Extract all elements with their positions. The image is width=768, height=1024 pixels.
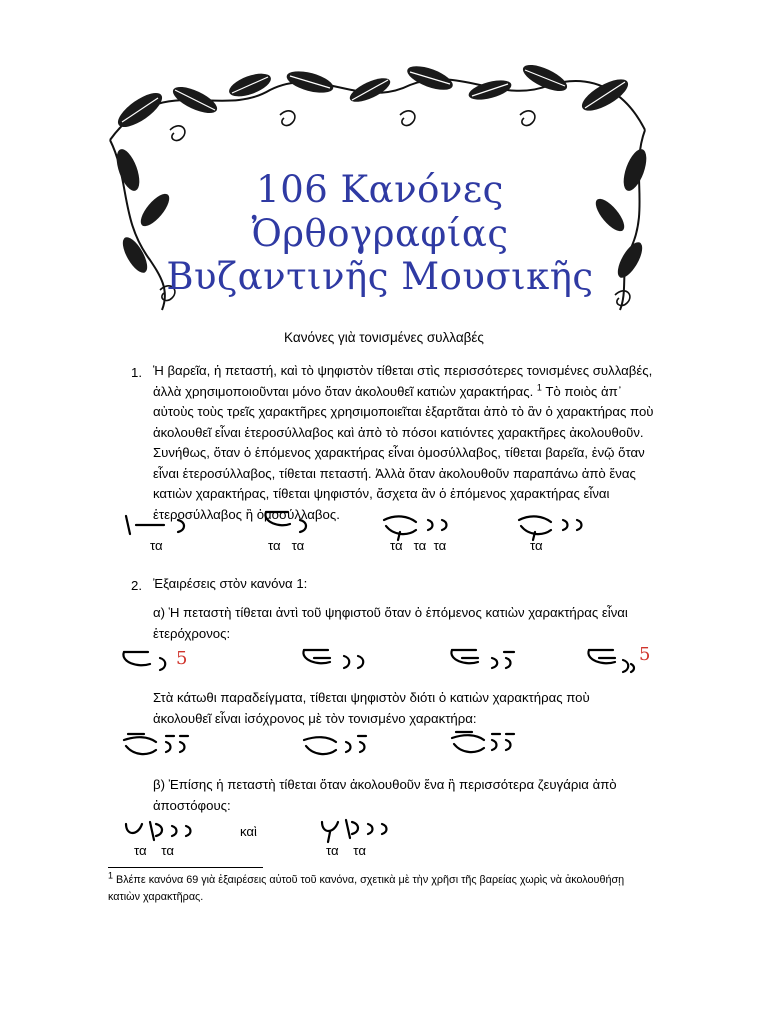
rule-1-line: ἑτεροσύλλαβος ἢ ὁμοσύλλαβος. bbox=[153, 506, 340, 522]
rule-1-number: 1. bbox=[131, 365, 142, 380]
neume-example-bareia-apostrofos bbox=[120, 512, 200, 538]
svg-text:5: 5 bbox=[176, 648, 188, 669]
rule-1-line: κατιὼν χαρακτήρας, τίθεται ψηφιστόν, ἄσχετα ἂν ὁ ἑπόμενος χαρακτήρας εἶναι bbox=[153, 486, 610, 501]
rule-1-line-tail: Τὸ ποιὸς ἀπ᾽ bbox=[545, 383, 623, 399]
rule-2b-text bbox=[153, 775, 617, 816]
rule-2-number: 2. bbox=[131, 578, 142, 593]
title-line-2: Ὀρθογραφίας bbox=[251, 212, 509, 255]
neume-example-petasti-apostrofos bbox=[262, 506, 322, 536]
title-line-1: 106 Κανόνες bbox=[256, 168, 504, 211]
neume-example-psifiston-elafron bbox=[448, 644, 528, 676]
rule-1-line-text: ἀλλὰ χρησιμοποιοῦνται μόνο ὅταν ἀκολουθεῖ κατιὼν χαρακτήρας. bbox=[153, 383, 534, 399]
rule-1-line: αὐτοὺς τοὺς τρεῖς χαρακτῆρες χρησιμοποιεῖται ἐξαρτᾶται ἀπὸ τὸ ἂν ὁ χαρακτήρας ποὺ bbox=[153, 404, 654, 419]
neume-example-psifiston-oligon-2 bbox=[300, 730, 380, 760]
rule-2b-line: β) Ἐπίσης ἡ πεταστὴ τίθεται ὅταν ἀκολουθοῦν ἕνα ἢ περισσότερα ζευγάρια ἀπὸ bbox=[153, 777, 617, 792]
rule-1-line: Ἡ βαρεῖα, ἡ πεταστή, καὶ τὸ ψηφιστὸν τίθεται στὶς περισσότερες τονισμένες συλλαβές, bbox=[153, 363, 653, 378]
syllable-label: τα τα bbox=[326, 843, 366, 858]
syllable-label: τα bbox=[150, 538, 163, 553]
section-heading: Κανόνες γιὰ τονισμένες συλλαβές bbox=[284, 330, 484, 345]
neume-example-psifiston-oligon-3 bbox=[448, 728, 528, 760]
rule-1-line: ἀκολουθεῖ εἶναι ἑτεροσύλλαβος καὶ ἀπὸ τὸ πόσοι κατιόντες χαρακτῆρες ἀκολουθοῦν. bbox=[153, 424, 644, 440]
rule-2-intro-text: Ἐξαιρέσεις στὸν κανόνα 1: bbox=[153, 576, 308, 591]
connector-kai: καὶ bbox=[240, 824, 257, 839]
neume-example-petasti-heterochronos bbox=[120, 646, 200, 676]
rule-1-text bbox=[153, 361, 713, 525]
footnote bbox=[108, 872, 668, 906]
rule-2a-text bbox=[153, 603, 628, 644]
title-line-3: Βυζαντινῆς Μουσικῆς bbox=[166, 255, 594, 298]
neume-example-petasti-apostrofoi-pair-2 bbox=[318, 818, 398, 846]
rule-2-isochronos-text bbox=[153, 688, 590, 729]
rule-2a-line: ἑτερόχρονος: bbox=[153, 625, 231, 641]
syllable-label: τα τα bbox=[268, 538, 305, 553]
rule-1-line: Συνήθως, ὅταν ὁ ἑπόμενος χαρακτήρας εἶναι ὁμοσύλλαβος, τίθεται βαρεῖα, ἐνῷ ὅταν bbox=[153, 445, 645, 460]
syllable-label: τα τα τα bbox=[390, 538, 447, 553]
footnote-line: κατιὼν χαρακτῆρας. bbox=[108, 891, 204, 903]
neume-example-psifiston-two-apostrofoi bbox=[515, 512, 595, 542]
rule-1-line bbox=[153, 382, 713, 403]
neume-example-psifiston-oligon bbox=[120, 730, 200, 760]
footnote-marker[interactable]: 1 bbox=[536, 382, 542, 393]
syllable-label: τα τα bbox=[134, 843, 174, 858]
neume-example-psifiston-variant bbox=[300, 644, 380, 674]
footnote-text: Βλέπε κανόνα 69 γιὰ ἐξαιρέσεις αὐτοῦ τοῦ κανόνα, σχετικὰ μὲ τὴν χρῆσι τῆς βαρείας χωρὶς νὰ ἀκολουθήσῃ bbox=[116, 874, 625, 886]
rule-1-line: εἶναι ἑτεροσύλλαβος, τίθεται πεταστή. Ἀλλὰ ὅταν ἀκολουθοῦν παραπάνω ἀπὸ ἕνας bbox=[153, 465, 636, 481]
footnote-number: 1 bbox=[108, 870, 114, 881]
syllable-label: τα bbox=[530, 538, 543, 553]
svg-text:5: 5 bbox=[639, 644, 651, 665]
neume-example-petasti-apostrofoi-pair bbox=[122, 820, 202, 844]
rule-2-isochronos-line: ἀκολουθεῖ εἶναι ἰσόχρονος μὲ τὸν τονισμένο χαρακτήρα: bbox=[153, 710, 477, 726]
rule-2-isochronos-line: Στὰ κάτωθι παραδείγματα, τίθεται ψηφιστὸν διότι ὁ κατιὼν χαρακτήρας ποὺ bbox=[153, 690, 590, 705]
rule-2-intro bbox=[153, 574, 307, 595]
rule-2b-line: ἀποστόφους: bbox=[153, 797, 231, 813]
rule-2a-line: α) Ἡ πεταστὴ τίθεται ἀντὶ τοῦ ψηφιστοῦ ὅταν ὁ ἑπόμενος κατιὼν χαρακτήρας εἶναι bbox=[153, 605, 628, 620]
neume-example-psifiston-fthora bbox=[585, 644, 665, 676]
footnote-divider bbox=[108, 867, 263, 868]
footnote-line bbox=[108, 872, 668, 889]
